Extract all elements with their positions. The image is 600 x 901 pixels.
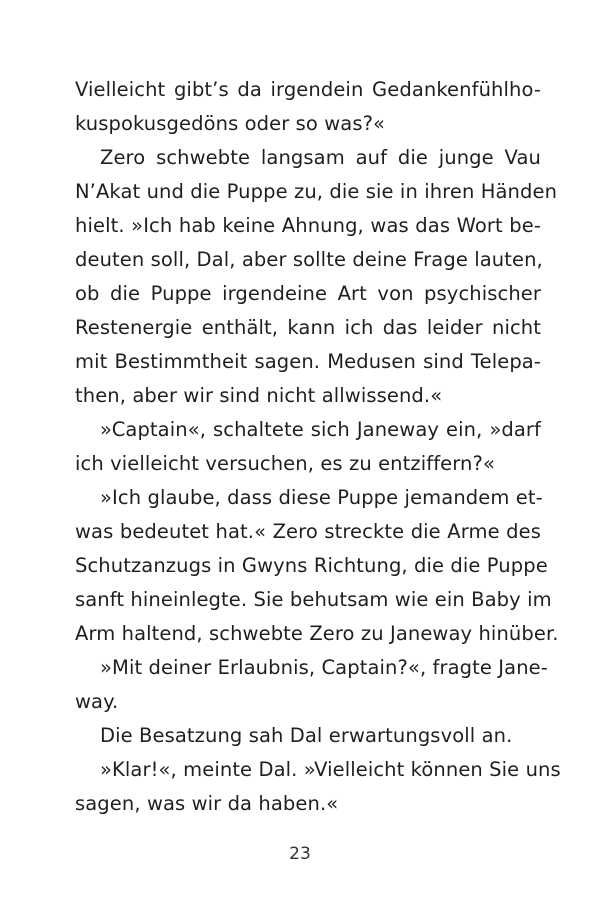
text-line: Zero schwebte langsam auf die junge Vau — [100, 146, 541, 169]
text-line: sanft hineinlegte. Sie behutsam wie ein Baby im — [75, 588, 552, 611]
text-line: N’Akat und die Puppe zu, die sie in ihren Händen — [75, 180, 558, 203]
text-line: ob die Puppe irgendeine Art von psychischer — [75, 282, 541, 305]
text-line: Vielleicht gibt’s da irgendein Gedankenfühlho- — [75, 78, 541, 101]
text-line: »Captain«, schaltete sich Janeway ein, »darf — [100, 418, 541, 441]
text-line: »Klar!«, meinte Dal. »Vielleicht können Sie uns — [100, 758, 561, 781]
text-line: Die Besatzung sah Dal erwartungsvoll an. — [100, 724, 513, 747]
text-line: hielt. »Ich hab keine Ahnung, was das Wort be- — [75, 214, 541, 237]
text-line: deuten soll, Dal, aber sollte deine Frage lauten, — [75, 248, 543, 271]
text-line: ich vielleicht versuchen, es zu entziffern?« — [75, 452, 495, 475]
text-line: way. — [75, 690, 119, 713]
text-line: »Mit deiner Erlaubnis, Captain?«, fragte Jane- — [100, 656, 548, 679]
text-line: Restenergie enthält, kann ich das leider nicht — [75, 316, 541, 339]
text-line: sagen, was wir da haben.« — [75, 792, 339, 815]
text-line: then, aber wir sind nicht allwissend.« — [75, 384, 443, 407]
text-line: »Ich glaube, dass diese Puppe jemandem et- — [100, 486, 543, 509]
page-number: 23 — [289, 844, 311, 864]
text-line: kuspokusgedöns oder so was?« — [75, 112, 386, 135]
text-line: mit Bestimmtheit sagen. Medusen sind Telepa- — [75, 350, 541, 373]
text-line: Schutzanzugs in Gwyns Richtung, die die Puppe — [75, 554, 548, 577]
text-line: was bedeutet hat.« Zero streckte die Arme des — [75, 520, 541, 543]
text-line: Arm haltend, schwebte Zero zu Janeway hinüber. — [75, 622, 559, 645]
